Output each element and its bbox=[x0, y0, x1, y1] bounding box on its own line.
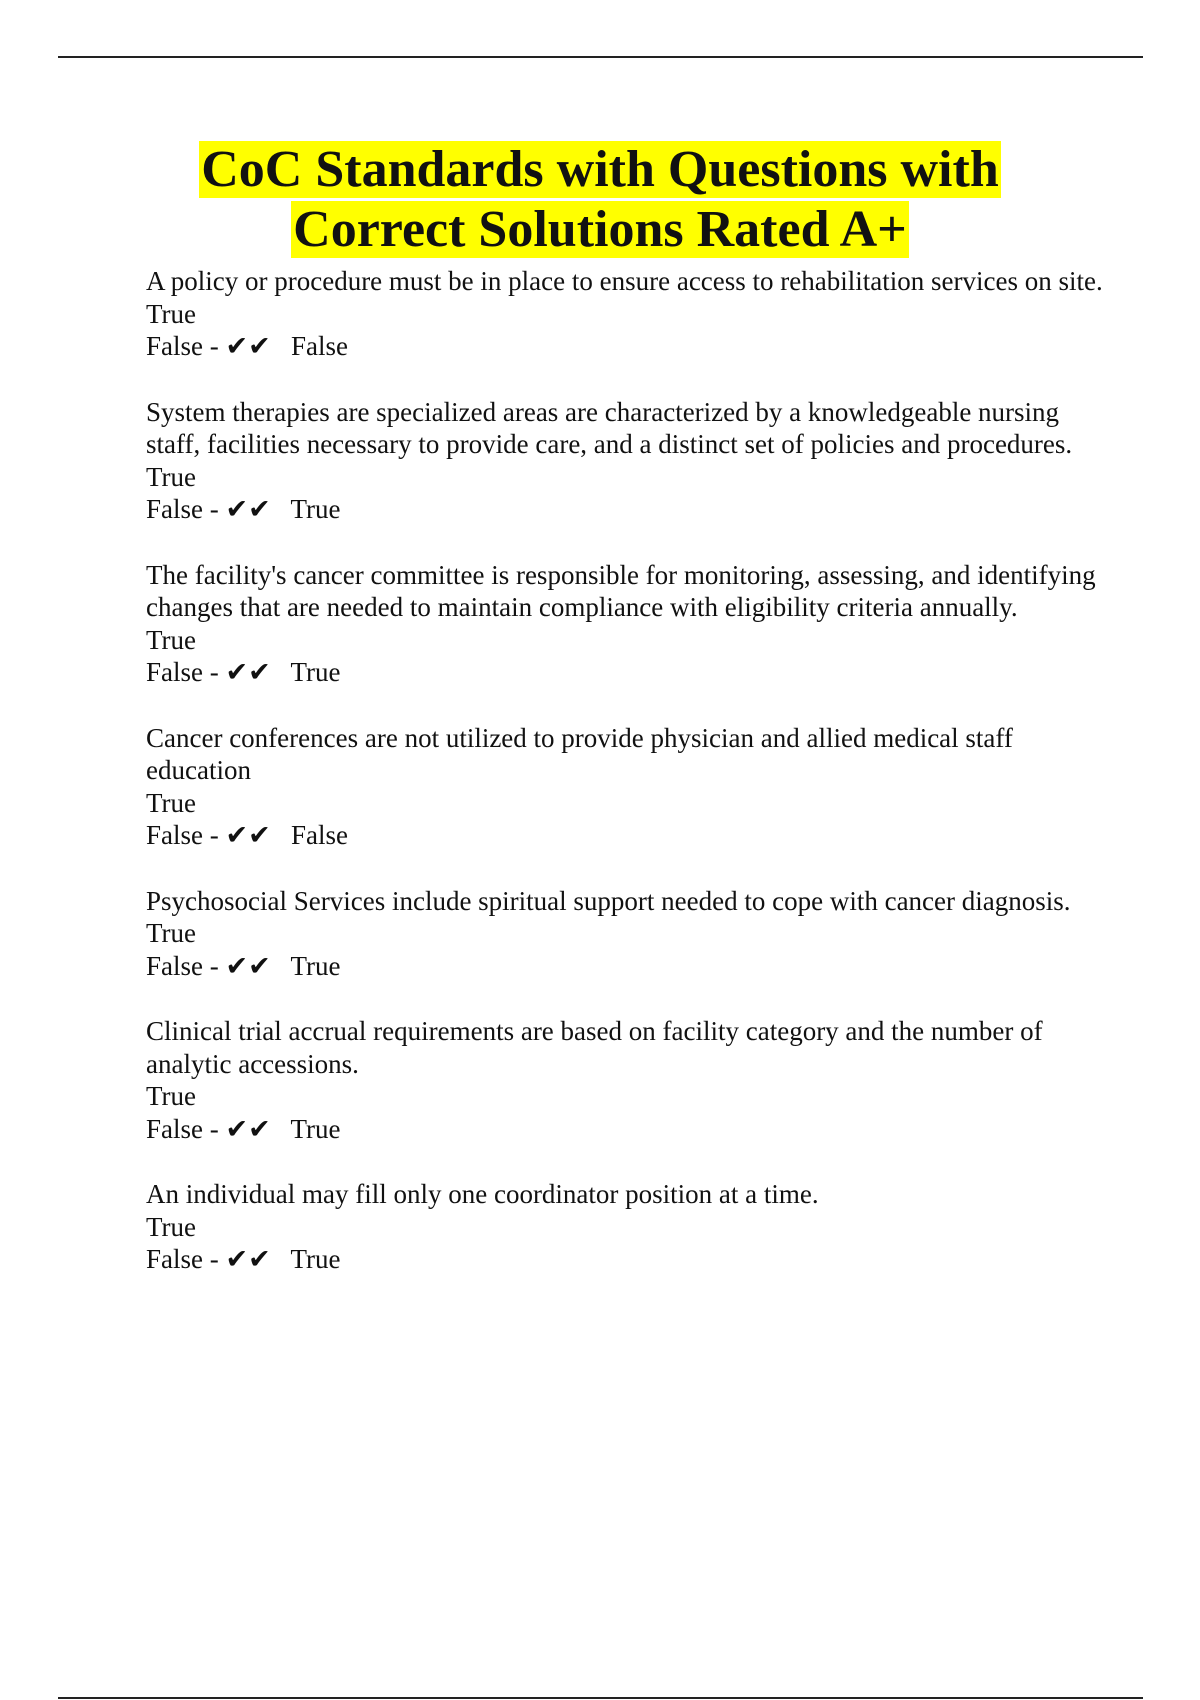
question-item bbox=[146, 1015, 1106, 1145]
answer-line bbox=[146, 330, 1106, 363]
page-title bbox=[0, 140, 1200, 260]
answer-value: True bbox=[290, 1244, 341, 1274]
double-check-icon: ✔✔ bbox=[225, 494, 271, 524]
option-true: True bbox=[146, 461, 197, 492]
option-true: True bbox=[146, 1081, 197, 1111]
option-true: True bbox=[146, 918, 197, 948]
question-item bbox=[146, 396, 1106, 526]
question-text: Psychosocial Services include spiritual support needed to cope with cancer diagnosis. bbox=[146, 885, 1071, 916]
answer-line bbox=[146, 493, 1106, 526]
double-check-icon: ✔✔ bbox=[225, 331, 271, 361]
option-true: True bbox=[146, 1211, 197, 1242]
answer-line bbox=[146, 819, 1106, 852]
answer-line bbox=[146, 1243, 1106, 1276]
question-item bbox=[146, 265, 1106, 363]
option-false: False - bbox=[146, 1244, 226, 1274]
answer-value: True bbox=[290, 950, 341, 981]
double-check-icon: ✔✔ bbox=[225, 657, 271, 687]
option-false: False - bbox=[146, 950, 226, 981]
question-item bbox=[146, 1178, 1106, 1276]
answer-value: False bbox=[290, 331, 348, 361]
question-item bbox=[146, 722, 1106, 852]
option-false: False - bbox=[146, 331, 226, 361]
title-line-2: Correct Solutions Rated A+ bbox=[293, 201, 907, 258]
option-true: True bbox=[146, 787, 197, 818]
question-text: Clinical trial accrual requirements are based on facility category and the number of analytic accessions. bbox=[146, 1016, 1043, 1079]
double-check-icon: ✔✔ bbox=[225, 1113, 271, 1144]
option-false: False - bbox=[146, 1113, 226, 1144]
question-item bbox=[146, 885, 1106, 983]
option-false: False - bbox=[146, 820, 226, 850]
question-text: Cancer conferences are not utilized to provide physician and allied medical staff education bbox=[146, 722, 1013, 785]
top-rule bbox=[58, 56, 1143, 58]
bottom-rule bbox=[58, 1697, 1143, 1699]
option-false: False - bbox=[146, 494, 226, 524]
question-item bbox=[146, 559, 1106, 689]
option-true: True bbox=[146, 624, 197, 655]
answer-line bbox=[146, 1113, 1106, 1146]
title-line-1: CoC Standards with Questions with bbox=[201, 141, 999, 198]
answer-line bbox=[146, 656, 1106, 689]
double-check-icon: ✔✔ bbox=[225, 820, 271, 850]
answer-line bbox=[146, 950, 1106, 983]
question-text: The facility's cancer committee is responsible for monitoring, assessing, and identifying changes that are needed to maintain compliance with eligibility criteria annually. bbox=[146, 559, 1096, 622]
question-text: System therapies are specialized areas are characterized by a knowledgeable nursing staff, facilities necessary to provide care, and a distinct set of policies and procedures. bbox=[146, 396, 1073, 459]
answer-value: True bbox=[290, 657, 341, 687]
question-list bbox=[146, 265, 1106, 1309]
answer-value: False bbox=[290, 820, 348, 850]
double-check-icon: ✔✔ bbox=[225, 1244, 271, 1274]
double-check-icon: ✔✔ bbox=[225, 950, 271, 981]
question-text: A policy or procedure must be in place to ensure access to rehabilitation services on site. bbox=[146, 266, 1103, 296]
question-text: An individual may fill only one coordinator position at a time. bbox=[146, 1179, 819, 1209]
option-true: True bbox=[146, 298, 197, 329]
answer-value: True bbox=[290, 1113, 341, 1144]
option-false: False - bbox=[146, 657, 226, 687]
answer-value: True bbox=[290, 494, 341, 524]
